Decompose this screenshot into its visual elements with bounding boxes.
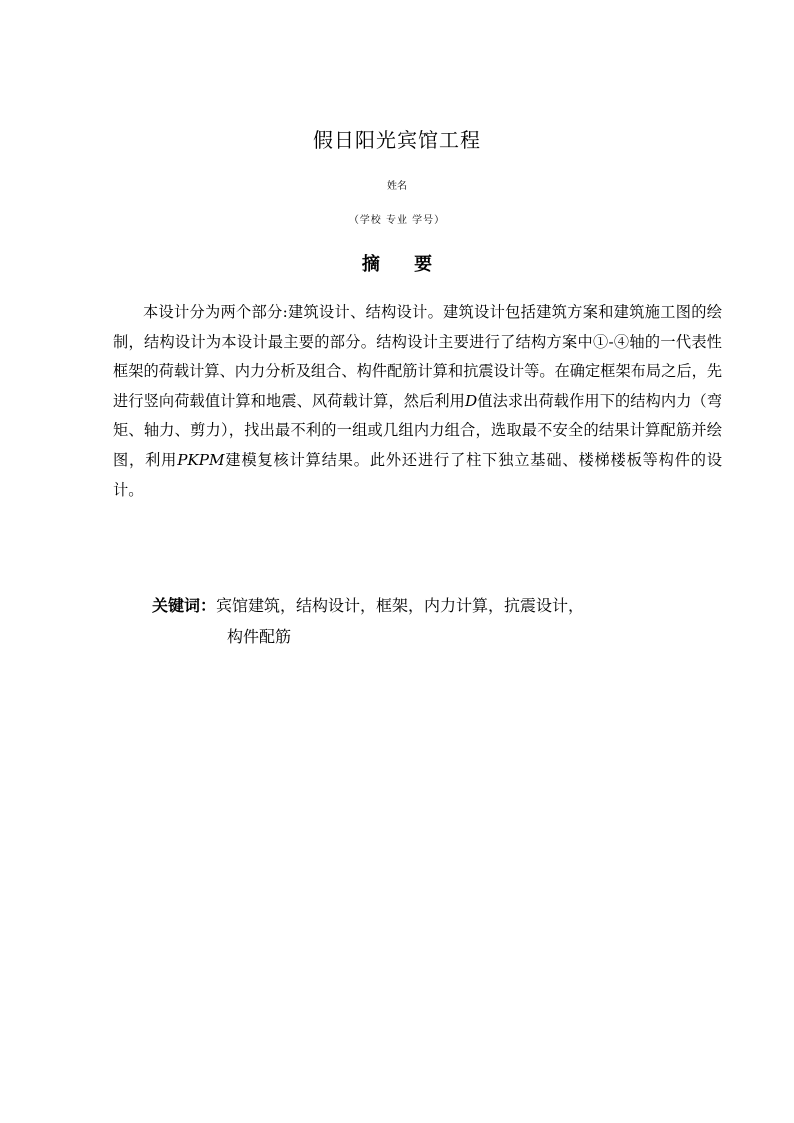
keywords-line-2: 构件配筋 (227, 627, 292, 646)
author-affiliation: （学校 专业 学号） (348, 215, 446, 226)
abstract-paragraph (113, 298, 722, 505)
abstract-text-part3: 建模复核计算结果。此外还进行了柱下独立基础、楼梯楼板等构件的设计。 (113, 450, 723, 499)
keywords-list-1: 宾馆建筑，结构设计，框架，内力计算，抗震设计， (216, 596, 585, 615)
abstract-d-symbol: D (464, 391, 478, 410)
keywords-label: 关键词： (152, 596, 217, 615)
abstract-pkpm: PKPM (177, 450, 225, 469)
abstract-text-part1: 本设计分为两个部分:建筑设计、结构设计。建筑设计包括建筑方案和建筑施工图的绘制，结构设计为本设计最主要的部分。结构设计主要进行了结构方案中①-④轴的一代表性框架的荷载计算、内力分析及组合、构件配筋计算和抗震设计等。在确定框架布局之后，先进行竖向荷载值计算和地震、风荷载计算，然后利用 (113, 303, 722, 410)
abstract-heading: 摘 要 (361, 254, 447, 275)
document-title: 假日阳光宾馆工程 (313, 128, 481, 152)
author-name: 姓名 (387, 181, 407, 192)
keywords-line-1 (152, 590, 712, 621)
abstract-text-part2: 值法求出荷载作用下的结构内力（弯矩、轴力、剪力），找出最不利的一组或几组内力组合，选取最不安全的结果计算配筋并绘图，利用 (113, 391, 723, 469)
keywords-block (152, 590, 712, 652)
